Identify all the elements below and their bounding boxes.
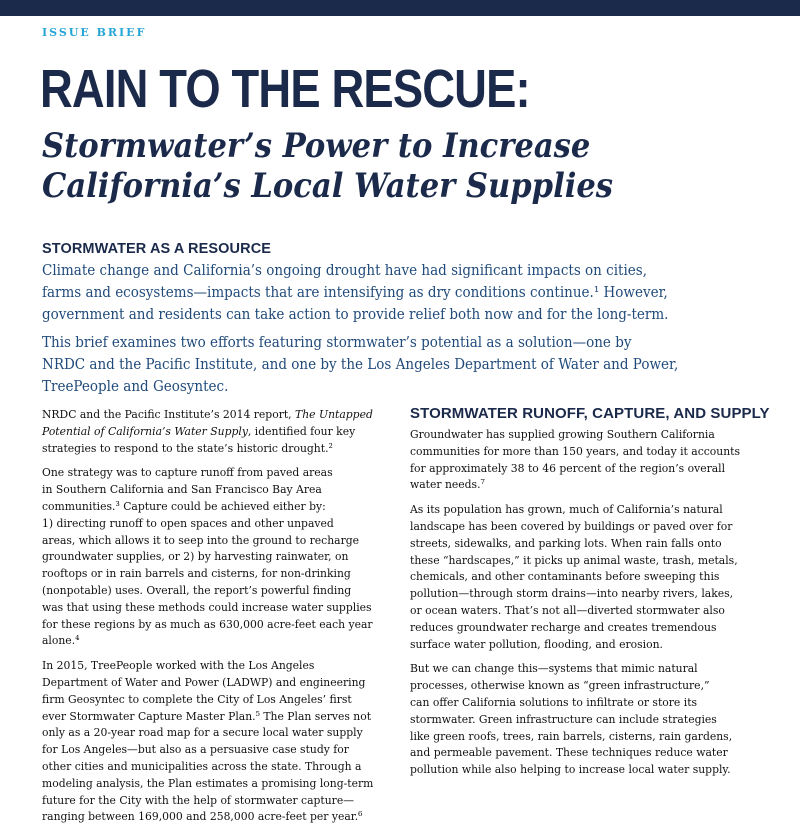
body-line [42,406,372,423]
lead-paragraph-2 [42,331,772,397]
body-line: for these regions by as much as 630,000 acre-feet each year [42,616,373,631]
lead-paragraph-1 [42,259,772,325]
lead-line: NRDC and the Pacific Institute, and one by the Los Angeles Department of Water and Power, [42,355,679,373]
body-text: NRDC and the Pacific Institute’s 2014 report, [42,407,296,421]
body-line: and permeable pavement. These techniques reduce water [410,745,728,760]
body-line: processes, otherwise known as “green infrastructure,” [410,678,710,693]
section-heading-runoff-capture-supply: STORMWATER RUNOFF, CAPTURE, AND SUPPLY [410,405,770,422]
body-line: like green roofs, trees, rain barrels, cisterns, rain gardens, [410,728,733,743]
lead-line: TreePeople and Geosyntec. [42,377,229,395]
body-line: pollution—through storm drains—into nearby rivers, lakes, [410,586,734,601]
body-paragraph [42,464,397,649]
body-line: One strategy was to capture runoff from paved areas [42,465,333,480]
body-line: surface water pollution, flooding, and erosion. [410,636,663,651]
body-line: firm Geosyntec to complete the City of Los Angeles’ first [42,691,352,706]
body-line: (nonpotable) uses. Overall, the report’s powerful finding [42,582,352,597]
top-banner-bar [0,0,800,16]
body-line: chemicals, and other contaminants before sweeping this [410,569,720,584]
body-line: can offer California solutions to infiltrate or store its [410,694,698,709]
body-line: As its population has grown, much of California’s natural [410,502,723,517]
body-line: areas, which allows it to seep into the ground to recharge [42,532,360,547]
body-line: other cities and municipalities across the state. Through a [42,758,362,773]
body-line: in Southern California and San Francisco Bay Area [42,482,322,497]
document-subtitle [42,126,782,206]
body-paragraph [42,406,397,456]
body-line: Department of Water and Power (LADWP) and engineering [42,674,366,689]
subtitle-line: Stormwater’s Power to Increase [42,126,591,166]
body-line [42,423,372,440]
body-line: water needs.⁷ [410,477,485,492]
lead-line: government and residents can take action to provide relief both now and for the long-term. [42,305,669,323]
body-line: strategies to respond to the state’s historic drought.² [42,440,333,455]
body-paragraph [410,426,770,493]
left-column [42,406,397,833]
document-title: RAIN TO THE RESCUE: [40,59,530,119]
body-line: In 2015, TreePeople worked with the Los Angeles [42,658,315,673]
body-line: Groundwater has supplied growing Southern California [410,427,715,441]
body-line: reduces groundwater recharge and creates tremendous [410,619,717,634]
body-line: or ocean waters. That’s not all—diverted stormwater also [410,602,725,617]
lead-line: farms and ecosystems—impacts that are intensifying as dry conditions continue.¹ However, [42,283,668,301]
body-line: alone.⁴ [42,633,80,648]
body-line: communities.³ Capture could be achieved either by: [42,498,326,513]
section-heading-stormwater-resource: STORMWATER AS A RESOURCE [42,241,272,257]
body-line: modeling analysis, the Plan estimates a promising long-term [42,775,374,790]
body-line: pollution while also helping to increase local water supply. [410,762,731,777]
right-column [410,426,770,786]
report-title-italic: Potential of California’s Water Supply [42,423,248,438]
body-line: for Los Angeles—but also as a persuasive case study for [42,742,349,757]
body-line: streets, sidewalks, and parking lots. When rain falls onto [410,535,722,550]
body-line: groundwater supplies, or 2) by harvesting rainwater, on [42,549,349,564]
issue-brief-label: ISSUE BRIEF [42,26,147,39]
body-line: only as a 20-year road map for a secure local water supply [42,725,363,740]
body-text: , identified four key [247,423,356,438]
body-line: ranging between 169,000 and 258,000 acre-feet per year.⁶ [42,809,363,824]
lead-line: Climate change and California’s ongoing drought have had significant impacts on cities, [42,261,647,279]
body-paragraph [410,501,770,652]
body-line: communities for more than 150 years, and today it accounts [410,443,741,458]
body-line: ever Stormwater Capture Master Plan.⁵ The Plan serves not [42,708,372,723]
body-line: landscape has been covered by buildings or paved over for [410,518,733,533]
body-line: for approximately 38 to 46 percent of the region’s overall [410,460,726,475]
body-line: 1) directing runoff to open spaces and other unpaved [42,515,334,530]
body-paragraph [410,660,770,778]
body-line: rooftops or in rain barrels and cisterns, for non-drinking [42,566,351,581]
body-line: these “hardscapes,” it picks up animal waste, trash, metals, [410,552,738,567]
body-line: stormwater. Green infrastructure can include strategies [410,711,717,726]
report-title-italic: The Untapped [295,407,373,421]
subtitle-line: California’s Local Water Supplies [42,166,614,206]
body-line: future for the City with the help of stormwater capture— [42,792,355,807]
body-line: was that using these methods could increase water supplies [42,599,372,614]
lead-line: This brief examines two efforts featuring stormwater’s potential as a solution—one by [42,333,632,351]
body-line: But we can change this—systems that mimic natural [410,661,698,676]
